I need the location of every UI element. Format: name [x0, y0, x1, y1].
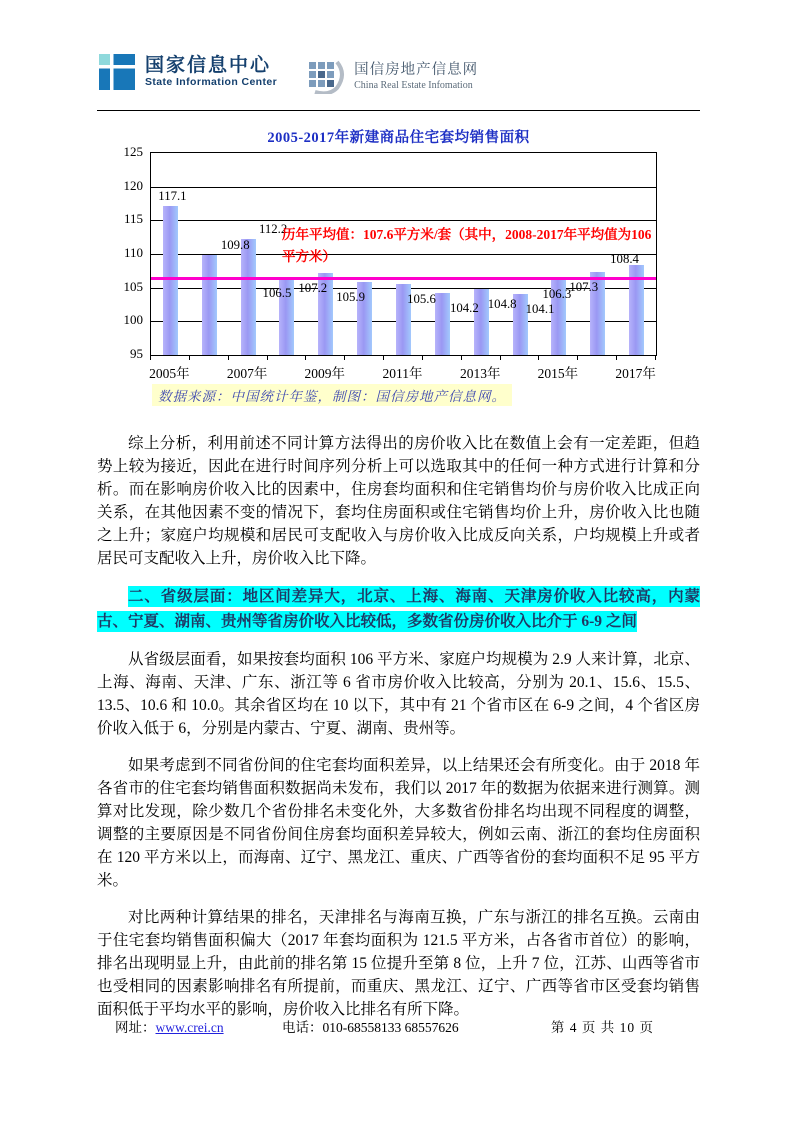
- y-axis-label-125: 125: [123, 144, 143, 159]
- bar-value-label-2006年: 109.8: [220, 238, 250, 253]
- y-axis-label-110: 110: [123, 245, 143, 260]
- logo2-title: 国信房地产信息网: [354, 62, 479, 79]
- y-axis-label-120: 120: [123, 177, 143, 193]
- x-axis-label-2017年: 2017年: [615, 366, 656, 381]
- document-body: [97, 126, 700, 1021]
- paragraph-ranking-comparison: 对比两种计算结果的排名，天津排名与海南互换，广东与浙江的排名互换。云南由于住宅套均销售面积偏大（2017 年套均面积为 121.5 平方米，占各省市首位）的影响，排名出现明显上升，由此前的排名第 15 位提升至第 8 位，上升 7 位，江苏、山西等省市也受相同的因素影响排名有所提前，而重庆、黑龙江、辽宁、广西等省市区受套均销售面积低于平均水平的影响，房价收入比排名有所下降。: [97, 909, 700, 1018]
- page-header: [97, 52, 700, 94]
- bar-value-label-2007年: 112.2: [258, 222, 288, 237]
- bar-value-label-2015年: 106.3: [542, 286, 572, 301]
- paragraph-area-adjustment: 如果考虑到不同省份间的住宅套均面积差异，以上结果还会有所变化。由于 2018 年各省市的住宅套均销售面积数据尚未发布，我们以 2017 年的数据为依据来进行测算。测算对比发现，除少数几个省份排名未变化外，大多数省份排名均出现不同程度的调整，调整的主要原因是不同省份间住房套均面积差异较大，例如云南、浙江的套均住房面积在 120 平方米以上，而海南、辽宁、黑龙江、重庆、广西等省份的套均面积不足 95 平方米。: [97, 757, 700, 889]
- x-axis-tick: [150, 356, 151, 360]
- state-information-center-logo: [97, 52, 277, 92]
- bar-value-label-2017年: 108.4: [610, 251, 639, 266]
- x-axis-tick: [538, 356, 539, 360]
- x-axis-label-2013年: 2013年: [459, 366, 501, 381]
- page-footer: [97, 1016, 700, 1036]
- average-reference-line: [151, 277, 656, 280]
- crei-logo-icon: [307, 58, 347, 94]
- bar-value-label-2008年: 106.5: [262, 285, 292, 300]
- x-axis-label-2015年: 2015年: [537, 366, 579, 381]
- y-axis-label-105: 105: [123, 278, 143, 294]
- logo1-subtitle: State Information Center: [145, 76, 278, 89]
- bar-2007年: [241, 239, 256, 355]
- gridline-120: [151, 187, 656, 188]
- gridline-115: [151, 220, 656, 221]
- bar-value-label-2013年: 104.8: [487, 297, 517, 311]
- x-axis-tick: [189, 356, 190, 360]
- bar-chart: [97, 126, 700, 381]
- bar-2005年: [163, 206, 178, 355]
- y-axis-label-100: 100: [123, 312, 143, 328]
- x-axis-tick: [461, 356, 462, 360]
- section-heading-highlight: 二、省级层面：地区间差异大，北京、上海、海南、天津房价收入比较高，内蒙古、宁夏、湖南、贵州等省房价收入比较低，多数省份房价收入比介于 6-9 之间: [97, 588, 700, 630]
- logo2-subtitle: China Real Estate Infomation: [354, 79, 473, 91]
- x-axis-tick: [577, 356, 578, 360]
- x-axis-label-2009年: 2009年: [304, 366, 346, 381]
- bar-value-label-2011年: 105.6: [407, 291, 436, 306]
- bar-value-label-2016年: 107.3: [569, 280, 599, 295]
- crei-logo: [307, 58, 478, 94]
- x-axis-label-2011年: 2011年: [382, 366, 423, 381]
- chart-source-note: 数据来源：中国统计年鉴，制图：国信房地产信息网。: [152, 384, 512, 406]
- x-axis-tick: [655, 356, 656, 360]
- x-axis-tick: [344, 356, 345, 360]
- x-axis-tick: [422, 356, 423, 360]
- x-axis-tick: [500, 356, 501, 360]
- logo1-title: 国家信息中心: [145, 54, 272, 76]
- chart-average-annotation: 历年平均值：107.6平方米/套（其中，2008-2017年平均值为106平方米）: [282, 227, 652, 264]
- x-axis-tick: [228, 356, 229, 360]
- x-axis-label-2005年: 2005年: [149, 366, 190, 381]
- footer-website: [115, 1016, 224, 1036]
- x-axis-tick: [305, 356, 306, 360]
- footer-website-link[interactable]: www.crei.cn: [155, 1020, 224, 1035]
- paragraph-summary: 综上分析，利用前述不同计算方法得出的房价收入比在数值上会有一定差距，但趋势上较为接近，因此在进行时间序列分析上可以选取其中的任何一种方式进行计算和分析。而在影响房价收入比的因素中，住房套均面积和住宅销售均价与房价收入比成正向关系，在其他因素不变的情况下，套均住房面积或住宅销售均价上升，房价收入比也随之上升；家庭户均规模和居民可支配收入与房价收入比成反向关系，户均规模上升或者居民可支配收入上升，房价收入比下降。: [97, 435, 700, 567]
- bar-value-label-2005年: 117.1: [158, 189, 187, 204]
- section-heading-2: [97, 585, 700, 634]
- x-axis-tick: [267, 356, 268, 360]
- x-axis-label-2007年: 2007年: [226, 366, 268, 381]
- bar-value-label-2014年: 104.1: [525, 301, 555, 316]
- x-axis-tick: [616, 356, 617, 360]
- y-axis-label-95: 95: [130, 346, 143, 361]
- footer-page-number: 第 4 页 共 10 页: [550, 1020, 654, 1035]
- bar-value-label-2012年: 104.2: [449, 301, 479, 316]
- footer-phone: 电话：010-68558133 68557626: [282, 1020, 459, 1035]
- paragraph-province-level: 从省级层面看，如果按套均面积 106 平方米、家庭户均规模为 2.9 人来计算，北京、上海、海南、天津、广东、浙江等 6 省市房价收入比较高，分别为 20.1、15.6、15.5、13.5、10.6 和 10.0。其余省区均在 10 以下，其中有 21 个省市区在 6-9 之间，4 个省区房价收入低于 6，分别是内蒙古、宁夏、湖南、贵州等。: [97, 651, 700, 737]
- x-axis-tick: [383, 356, 384, 360]
- chart-title: 2005-2017年新建商品住宅套均销售面积: [267, 130, 530, 146]
- y-axis-label-115: 115: [123, 211, 143, 227]
- bar-value-label-2010年: 105.9: [336, 289, 366, 304]
- footer-website-label: 网址：: [115, 1020, 156, 1035]
- bar-value-label-2009年: 107.2: [298, 280, 328, 295]
- header-divider: [97, 110, 700, 111]
- chart-plot-area: [150, 152, 657, 356]
- state-information-center-logo-icon: [97, 52, 137, 92]
- bar-2006年: [202, 255, 217, 355]
